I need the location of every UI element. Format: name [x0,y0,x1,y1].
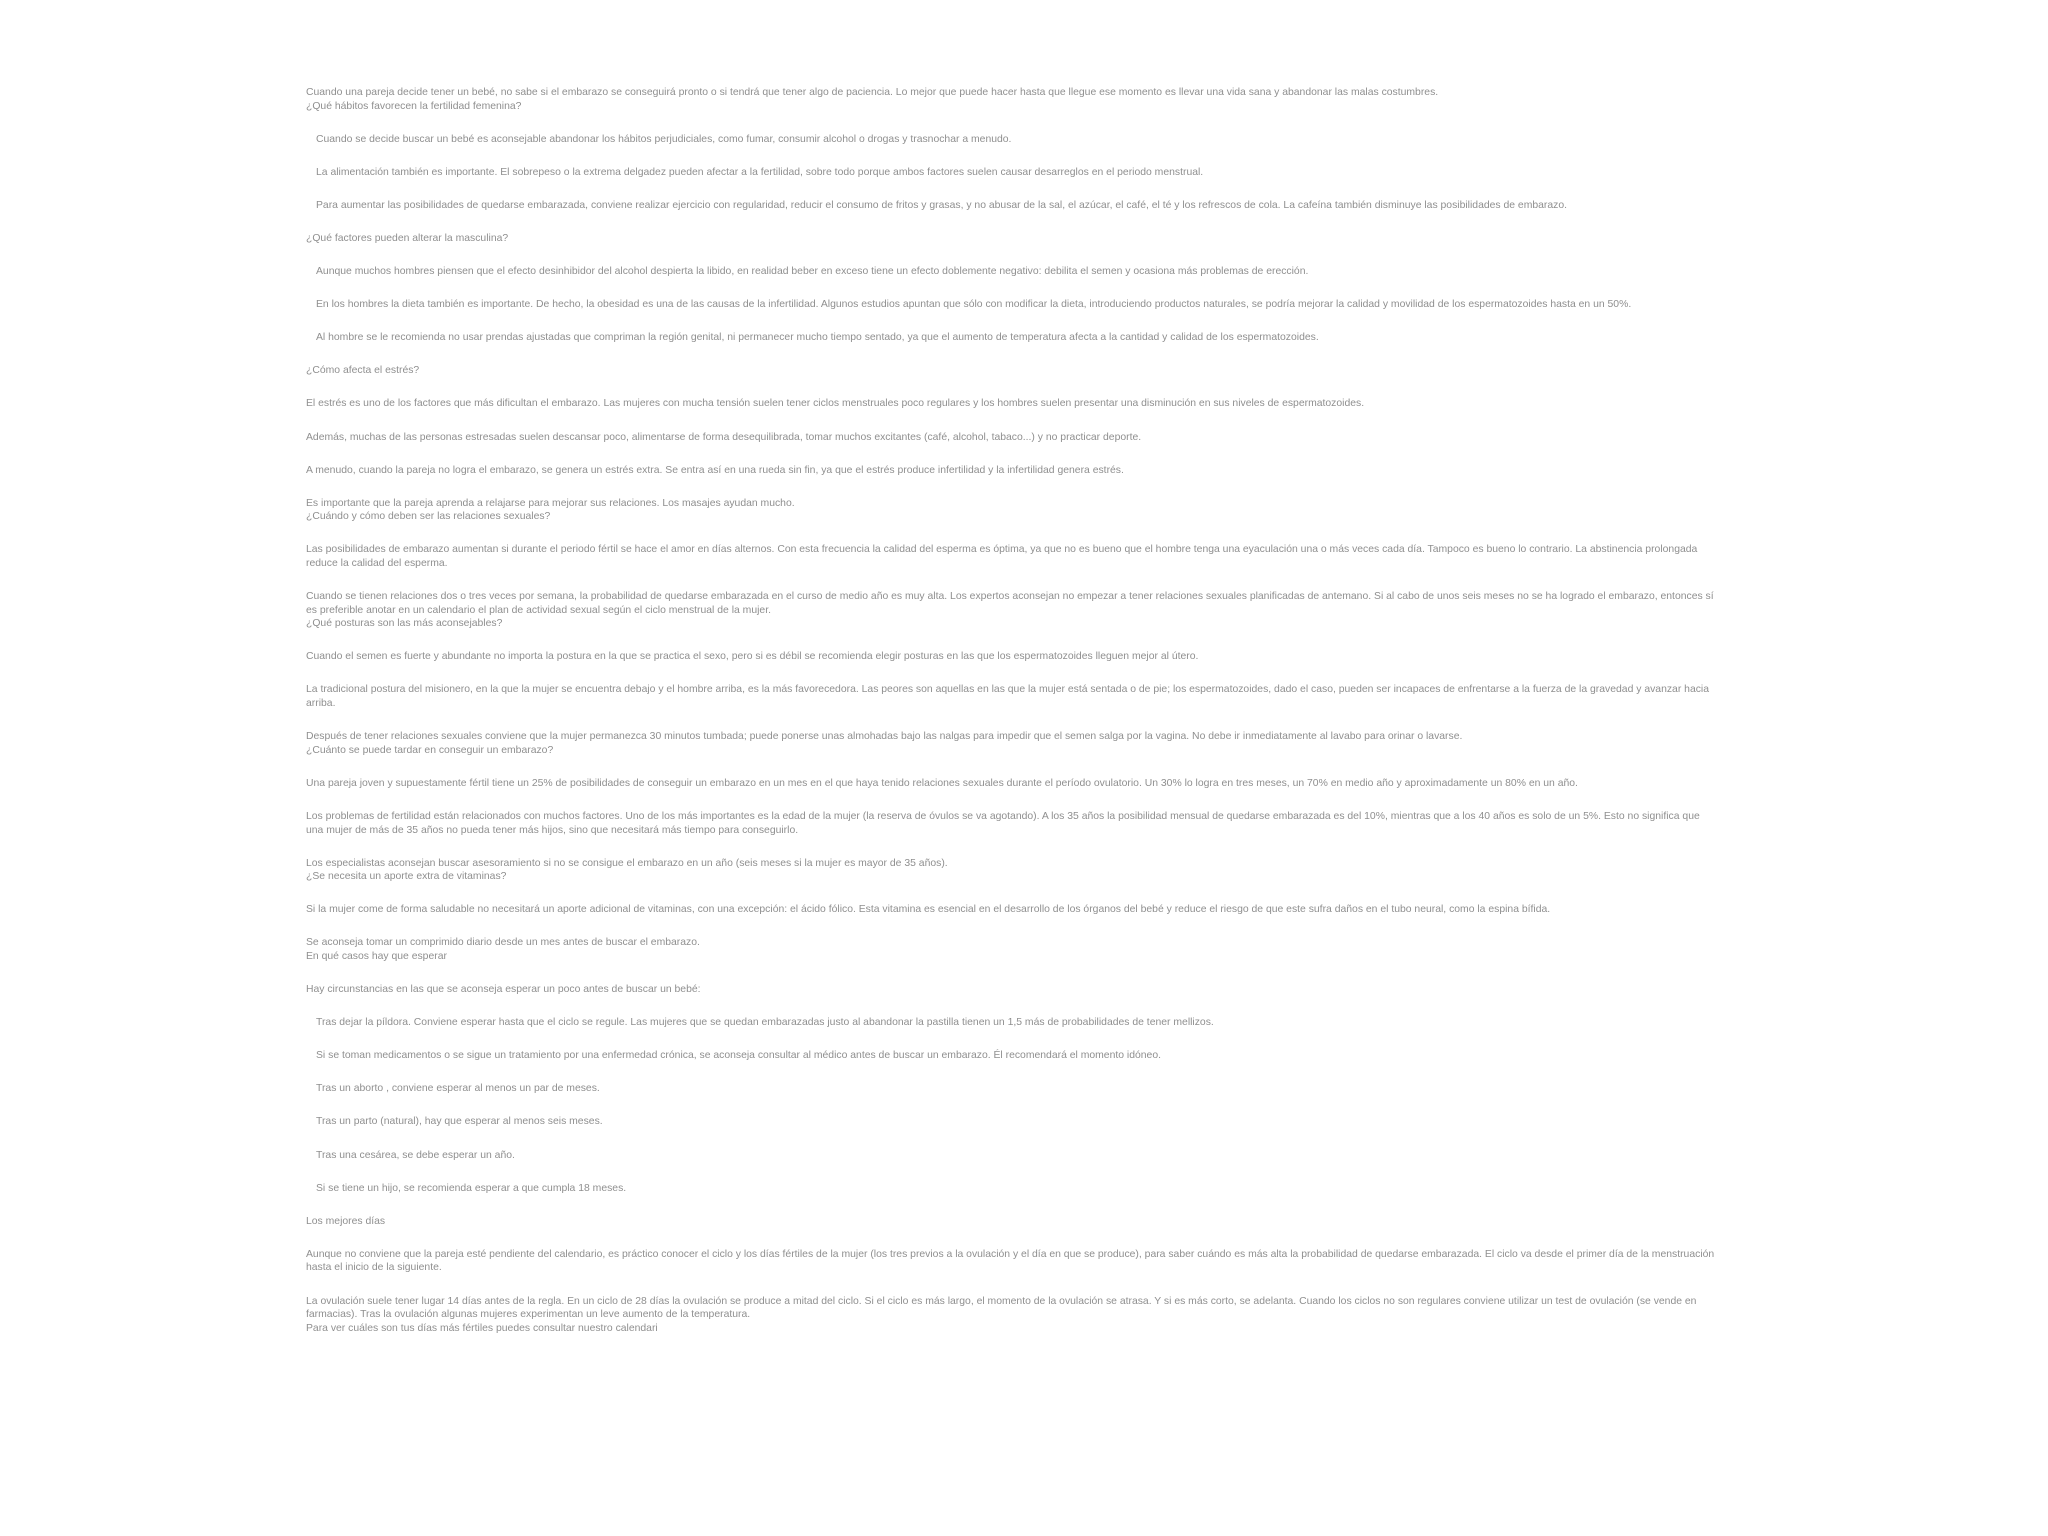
paragraph: La tradicional postura del misionero, en la que la mujer se encuentra debajo y el hombre arriba, es la más favorecedora. Las peores son aquellas en las que la mujer está sentada o de pie; los espermatozoides, dado el caso, pueden ser incapaces de enfrentarse a la fuerza de la gravedad y avanzar hacia arriba. [306,684,1710,710]
paragraph: ¿Cuándo y cómo deben ser las relaciones sexuales? [306,511,551,523]
paragraph: Tras dejar la píldora. Conviene esperar hasta que el ciclo se regule. Las mujeres que se quedan embarazadas justo al abandonar la pastilla tienen un 1,5 más de probabilidades de tener mellizos. [316,1017,1214,1029]
paragraph: Cuando se tienen relaciones dos o tres veces por semana, la probabilidad de quedarse embarazada en el curso de medio año es muy alta. Los expertos aconsejan no empezar a tener relaciones sexuales planificadas de antemano. Si al cabo de unos seis meses no se ha logrado el embarazo, entonces sí es preferible anotar en un calendario el plan de actividad sexual según el ciclo menstrual de la mujer. [306,591,1714,616]
paragraph: ¿Qué posturas son las más aconsejables? [306,618,503,630]
paragraph: ¿Cuánto se puede tardar en conseguir un embarazo? [306,744,554,756]
document-body [306,86,1718,1335]
paragraph: Una pareja joven y supuestamente fértil tiene un 25% de posibilidades de conseguir un embarazo en un mes en el que haya tenido relaciones sexuales durante el período ovulatorio. Un 30% lo logra en tres meses, un 70% en medio año y aproximadamente un 80% en un año. [306,777,1578,789]
paragraph: Es importante que la pareja aprenda a relajarse para mejorar sus relaciones. Los masajes ayudan mucho. [306,497,795,509]
paragraph: Los mejores días [306,1215,386,1227]
paragraph: ¿Qué factores pueden alterar la masculina? [306,232,509,244]
paragraph: Se aconseja tomar un comprimido diario desde un mes antes de buscar el embarazo. [306,937,700,949]
paragraph: Si la mujer come de forma saludable no necesitará un aporte adicional de vitaminas, con una excepción: el ácido fólico. Esta vitamina es esencial en el desarrollo de los órganos del bebé y reduce el riesgo de que este sufra daños en el tubo neural, como la espina bífida. [306,904,1551,916]
paragraph: Si se toman medicamentos o se sigue un tratamiento por una enfermedad crónica, se aconseja consultar al médico antes de buscar un embarazo. Él recomendará el momento idóneo. [316,1050,1162,1062]
paragraph: Al hombre se le recomienda no usar prendas ajustadas que compriman la región genital, ni permanecer mucho tiempo sentado, ya que el aumento de temperatura afecta a la cantidad y calidad de los espermatozoides. [316,332,1319,344]
paragraph: Cuando una pareja decide tener un bebé, no sabe si el embarazo se conseguirá pronto o si tendrá que tener algo de paciencia. Lo mejor que puede hacer hasta que llegue ese momento es llevar una vida sana y abandonar las malas costumbres. [306,87,1439,98]
paragraph: Cuando el semen es fuerte y abundante no importa la postura en la que se practica el sexo, pero si es débil se recomienda elegir posturas en las que los espermatozoides lleguen mejor al útero. [306,651,1199,663]
paragraph: Cuando se decide buscar un bebé es aconsejable abandonar los hábitos perjudiciales, como fumar, consumir alcohol o drogas y trasnochar a menudo. [316,133,1012,145]
paragraph: Hay circunstancias en las que se aconseja esperar un poco antes de buscar un bebé: [306,984,701,996]
paragraph: A menudo, cuando la pareja no logra el embarazo, se genera un estrés extra. Se entra así en una rueda sin fin, ya que el estrés produce infertilidad y la infertilidad genera estrés. [306,464,1124,476]
paragraph: Si se tiene un hijo, se recomienda esperar a que cumpla 18 meses. [316,1182,627,1194]
paragraph: Tras una cesárea, se debe esperar un año. [316,1149,515,1161]
paragraph: Las posibilidades de embarazo aumentan si durante el periodo fértil se hace el amor en días alternos. Con esta frecuencia la calidad del esperma es óptima, ya que no es bueno que el hombre tenga una eyaculación una o más veces cada día. Tampoco es bueno lo contrario. La abstinencia prolongada reduce la calidad del esperma. [306,544,1698,569]
paragraph: En qué casos hay que esperar [306,951,447,962]
paragraph: ¿Cómo afecta el estrés? [306,365,420,377]
paragraph: Los especialistas aconsejan buscar asesoramiento si no se consigue el embarazo en un año (seis meses si la mujer es mayor de 35 años). [306,857,948,869]
paragraph: ¿Se necesita un aporte extra de vitaminas? [306,871,507,883]
paragraph: La ovulación suele tener lugar 14 días antes de la regla. En un ciclo de 28 días la ovulación se produce a mitad del ciclo. Si el ciclo es más largo, el momento de la ovulación se atrasa. Y si es más corto, se adelanta. Cuando los ciclos no son regulares conviene utilizar un test de ovulación (se vende en farmacias). Tras la ovulación algunas mujeres experimentan un leve aumento de la temperatura. [306,1295,1697,1321]
paragraph: Tras un aborto , conviene esperar al menos un par de meses. [316,1083,600,1095]
paragraph: Además, muchas de las personas estresadas suelen descansar poco, alimentarse de forma desequilibrada, tomar muchos excitantes (café, alcohol, tabaco...) y no practicar deporte. [306,431,1142,443]
paragraph: Tras un parto (natural), hay que esperar al menos seis meses. [316,1116,603,1128]
paragraph: Los problemas de fertilidad están relacionados con muchos factores. Uno de los más importantes es la edad de la mujer (la reserva de óvulos se va agotando). A los 35 años la posibilidad mensual de quedarse embarazada es del 10%, mientras que a los 40 años es solo de un 5%. Esto no significa que una mujer de más de 35 años no pueda tener más hijos, sino que necesitará más tiempo para conseguirlo. [306,810,1700,836]
paragraph: Después de tener relaciones sexuales conviene que la mujer permanezca 30 minutos tumbada; puede ponerse unas almohadas bajo las nalgas para impedir que el semen salga por la vagina. No debe ir inmediatamente al lavabo para orinar o lavarse. [306,731,1463,743]
paragraph: La alimentación también es importante. El sobrepeso o la extrema delgadez pueden afectar a la fertilidad, sobre todo porque ambos factores suelen causar desarreglos en el periodo menstrual. [316,166,1204,178]
paragraph: Aunque no conviene que la pareja esté pendiente del calendario, es práctico conocer el ciclo y los días fértiles de la mujer (los tres previos a la ovulación y el día en que se produce), para saber cuándo es más alta la probabilidad de quedarse embarazada. El ciclo va desde el primer día de la menstruación hasta el inicio de la siguiente. [306,1248,1715,1274]
paragraph: Para ver cuáles son tus días más fértiles puedes consultar nuestro calendari [306,1322,658,1334]
paragraph: ¿Qué hábitos favorecen la fertilidad femenina? [306,100,522,112]
paragraph: Para aumentar las posibilidades de quedarse embarazada, conviene realizar ejercicio con regularidad, reducir el consumo de fritos y grasas, y no abusar de la sal, el azúcar, el café, el té y los refrescos de cola. La cafeína también disminuye las posibilidades de embarazo. [316,199,1568,211]
paragraph: Aunque muchos hombres piensen que el efecto desinhibidor del alcohol despierta la libido, en realidad beber en exceso tiene un efecto doblemente negativo: debilita el semen y ocasiona más problemas de erección. [316,266,1309,278]
paragraph: El estrés es uno de los factores que más dificultan el embarazo. Las mujeres con mucha tensión suelen tener ciclos menstruales poco regulares y los hombres suelen presentar una disminución en sus niveles de espermatozoides. [306,398,1365,410]
paragraph: En los hombres la dieta también es importante. De hecho, la obesidad es una de las causas de la infertilidad. Algunos estudios apuntan que sólo con modificar la dieta, introduciendo productos naturales, se podría mejorar la calidad y movilidad de los espermatozoides hasta en un 50%. [316,299,1632,311]
